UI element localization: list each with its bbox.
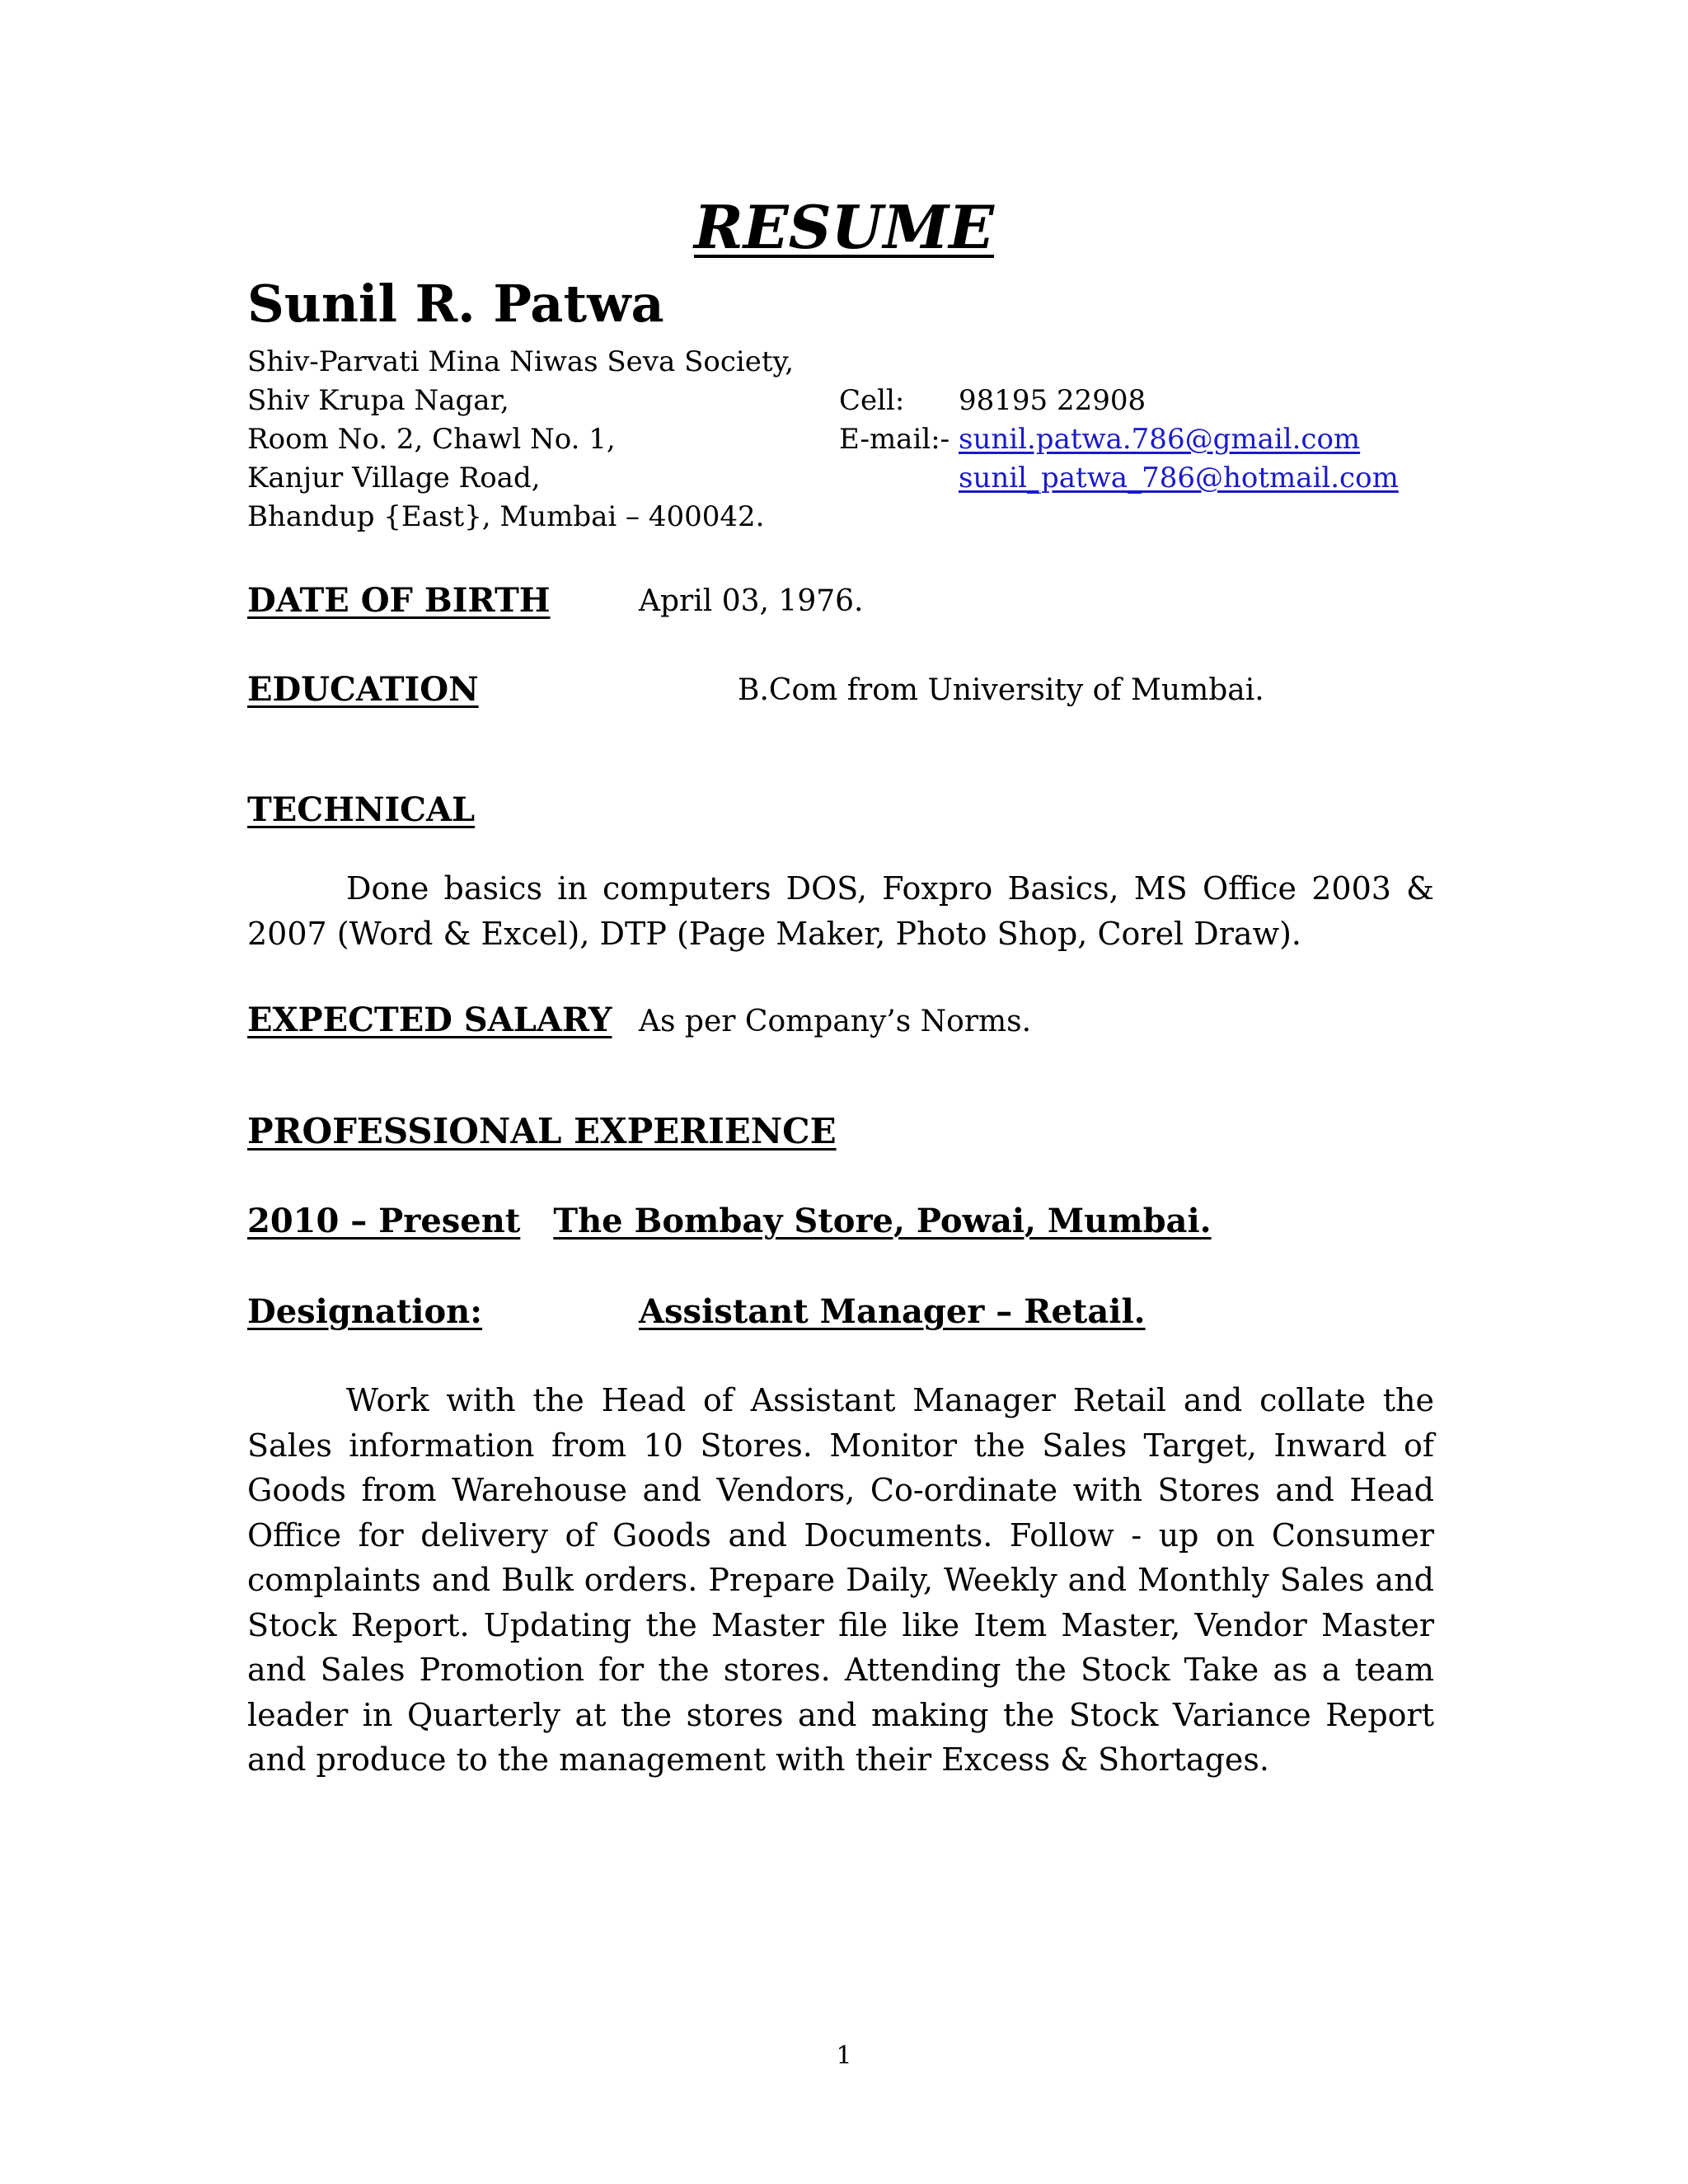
salary-heading: EXPECTED SALARY — [247, 1001, 612, 1039]
technical-heading: TECHNICAL — [247, 790, 476, 829]
page-number: 1 — [836, 2041, 852, 2070]
designation-value: Assistant Manager – Retail. — [639, 1292, 1146, 1331]
document-title: RESUME — [693, 192, 995, 262]
email-link-hotmail[interactable]: sunil_patwa_786@hotmail.com — [959, 462, 1399, 494]
cell-number: 98195 22908 — [959, 384, 1146, 417]
address-line-1: Shiv-Parvati Mina Niwas Seva Society, — [247, 345, 795, 378]
cell-label: Cell: — [839, 384, 905, 417]
designation-label: Designation: — [247, 1292, 483, 1331]
education-heading: EDUCATION — [247, 670, 479, 709]
address-line-5: Bhandup {East}, Mumbai – 400042. — [247, 500, 765, 533]
email-label: E-mail:- — [839, 423, 950, 456]
technical-text: Done basics in computers DOS, Foxpro Basics, MS Office 2003 & 2007 (Word & Excel), DTP (Page Maker, Photo Shop, Corel Draw). — [247, 870, 1434, 952]
experience-description — [247, 1378, 1434, 1783]
address-line-4: Kanjur Village Road, — [247, 462, 541, 494]
experience-entry — [247, 1202, 1212, 1240]
address-line-3: Room No. 2, Chawl No. 1, — [247, 423, 616, 456]
salary-value: As per Company’s Norms. — [639, 1005, 1032, 1038]
technical-paragraph — [247, 866, 1434, 956]
address-line-2: Shiv Krupa Nagar, — [247, 384, 509, 417]
experience-description-text: Work with the Head of Assistant Manager Retail and collate the Sales information from 10 Stores. Monitor the Sales Target, Inward of Goods from Warehouse and Vendors, Co-ordinate with Stores and Head Office for delivery of Goods and Documents. Follow - up on Consumer complaints and Bulk orders. Prepare Daily, Weekly and Monthly Sales and Stock Report. Updating the Master file like Item Master, Vendor Master and Sales Promotion for the stores. Attending the Stock Take as a team leader in Quarterly at the stores and making the Stock Variance Report and produce to the management with their Excess & Shortages. — [247, 1382, 1434, 1778]
email-link-gmail[interactable]: sunil.patwa.786@gmail.com — [959, 423, 1361, 456]
experience-period: 2010 – Present — [247, 1202, 521, 1240]
experience-company: The Bombay Store, Powai, Mumbai. — [553, 1202, 1212, 1240]
experience-heading: PROFESSIONAL EXPERIENCE — [247, 1111, 837, 1151]
education-value: B.Com from University of Mumbai. — [738, 673, 1264, 707]
candidate-name: Sunil R. Patwa — [247, 274, 664, 334]
dob-value: April 03, 1976. — [639, 584, 864, 618]
dob-heading: DATE OF BIRTH — [247, 581, 551, 620]
